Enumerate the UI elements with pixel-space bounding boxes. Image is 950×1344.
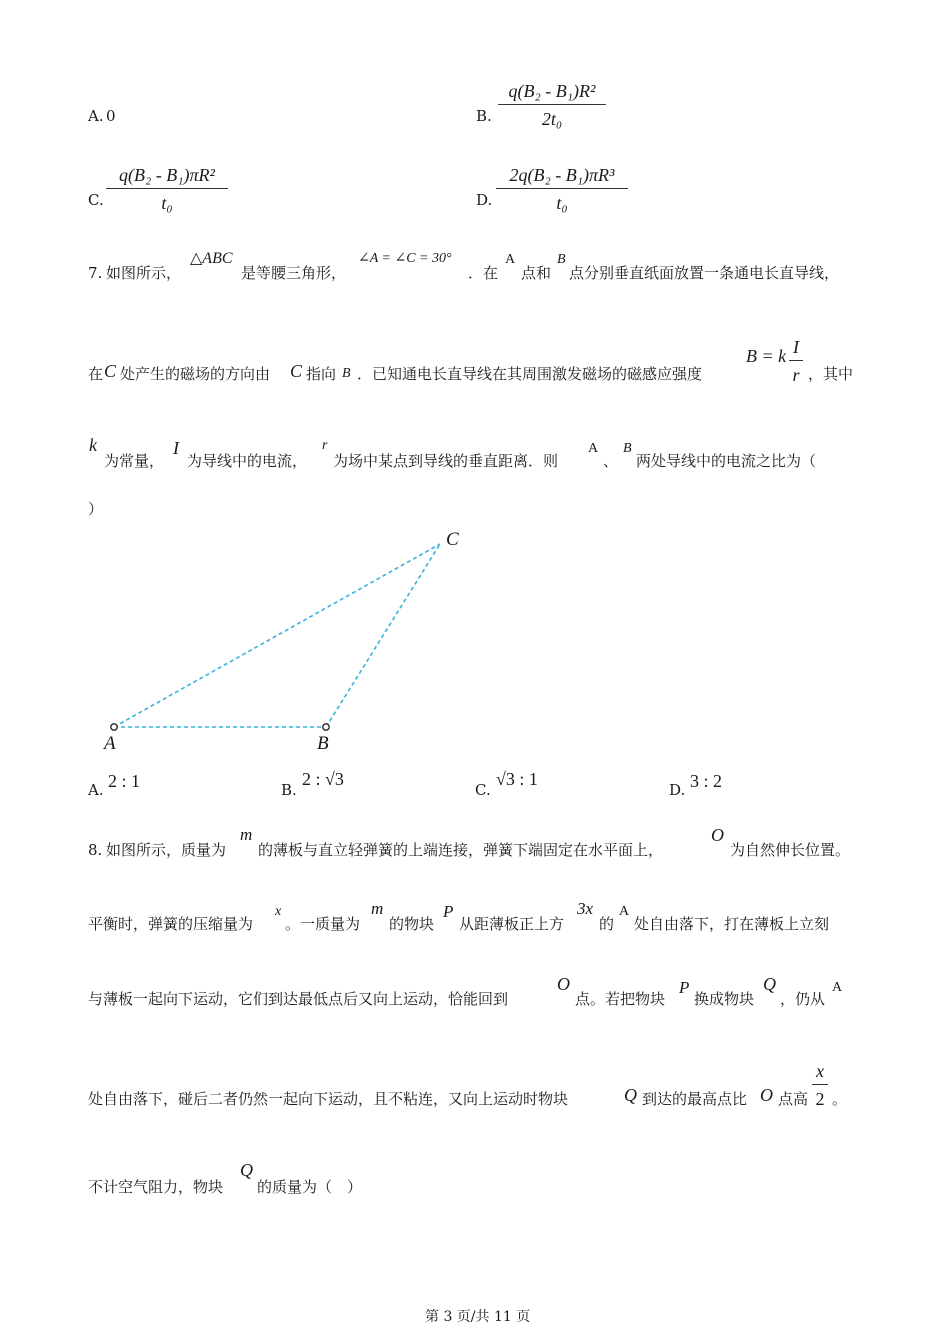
q8-math-o: O xyxy=(760,1085,773,1105)
q7-math-formula: B = k xyxy=(746,346,787,366)
q7-number: 7. xyxy=(88,264,103,282)
q7-option-value: √3 : 1 xyxy=(496,769,538,789)
fraction-bar xyxy=(812,1084,828,1085)
q7-formula-numerator: I xyxy=(793,337,799,357)
q7-math-i: I xyxy=(173,438,179,458)
q6-option-d-numerator: 2q(B₂ - B₁)πR³ xyxy=(509,165,615,185)
q8-text: 的质量为（ ） xyxy=(257,1178,363,1196)
q7-text: 指向 xyxy=(306,365,337,383)
q7-math-b: B xyxy=(557,252,566,267)
q6-option-c-denominator: t₀ xyxy=(161,193,173,213)
q8-math-q: Q xyxy=(763,974,776,994)
q8-math-x: x xyxy=(275,904,282,919)
q7-text: 为常量， xyxy=(104,452,165,470)
q8-math-p: P xyxy=(443,902,454,921)
q8-math-3x: 3x xyxy=(577,899,594,918)
q6-option-b-denominator: 2t₀ xyxy=(541,109,563,129)
q8-text: 平衡时，弹簧的压缩量为 xyxy=(88,915,254,933)
q7-text: 处产生的磁场的方向由 xyxy=(120,365,271,383)
q8-half-x-fraction xyxy=(812,1060,828,1110)
q7-option-value: 3 : 2 xyxy=(690,771,723,791)
q7-text: 为场中某点到导线的垂直距离．则 xyxy=(333,452,559,470)
q8-text: 处自由落下，打在薄板上立刻 xyxy=(634,915,830,933)
q8-text: 与薄板一起向下运动，它们到达最低点后又向上运动，恰能回到 xyxy=(88,990,509,1008)
q7-text: ，其中 xyxy=(808,365,854,383)
q8-math-p: P xyxy=(679,978,690,997)
q8-text: 如图所示，质量为 xyxy=(106,841,227,859)
q8-math-o: O xyxy=(711,825,724,845)
q7-text: 两处导线中的电流之比为（ xyxy=(636,452,817,470)
q7-text: 点和 xyxy=(521,264,552,282)
q7-math-b: B xyxy=(623,441,632,456)
q6-option-b-label: B. xyxy=(476,107,492,125)
q8-text: 处自由落下，碰后二者仍然一起向下运动，且不粘连，又向上运动时物块 xyxy=(88,1090,569,1108)
q8-text: 不计空气阻力，物块 xyxy=(88,1178,224,1196)
q8-text: 换成物块 xyxy=(694,990,755,1008)
page-footer: 第 3 页/共 11 页 xyxy=(425,1309,531,1325)
q7-text: 是等腰三角形， xyxy=(241,264,347,282)
q6-option-d-label: D. xyxy=(476,191,493,209)
q7-option-label: D. xyxy=(669,781,686,799)
q8-math-q: Q xyxy=(624,1085,637,1105)
q7-text: 点分别垂直纸面放置一条通电长直导线， xyxy=(569,264,840,282)
q7-text: ） xyxy=(88,500,104,518)
q6-option-a-value: 0 xyxy=(106,107,116,125)
q7-option-value: 2 : 1 xyxy=(108,771,141,791)
q8-fraction-numerator: x xyxy=(816,1061,824,1081)
q6-option-a-label: A. xyxy=(88,107,104,125)
q8-text: 点。若把物块 xyxy=(575,990,666,1008)
q7-text: 在 xyxy=(88,365,104,383)
q7-math-a: A xyxy=(588,441,599,456)
q8-fraction-denominator: 2 xyxy=(815,1089,825,1109)
q7-math-a: A xyxy=(505,252,516,267)
q7-math-r: r xyxy=(322,438,328,453)
q8-text: 点高 xyxy=(778,1090,809,1108)
q6-option-b-numerator: q(B₂ - B₁)R² xyxy=(508,81,596,101)
q7-text: 如图所示， xyxy=(106,264,182,282)
q8-math-a: A xyxy=(619,904,630,919)
q8-math-o: O xyxy=(557,974,570,994)
triangle-side-bc xyxy=(326,544,440,727)
q8-text: 。一质量为 xyxy=(285,915,361,933)
q7-math-triangle: △ABC xyxy=(190,250,233,267)
q8-text: 到达的最高点比 xyxy=(642,1090,748,1108)
q8-math-q: Q xyxy=(240,1160,253,1180)
q7-math-c: C xyxy=(104,361,117,381)
q7-math-k: k xyxy=(89,435,97,455)
q7-option-label: B. xyxy=(281,781,297,799)
q8-text: 从距薄板正上方 xyxy=(459,915,565,933)
q7-text: ．在 xyxy=(468,264,499,282)
q7-text: 、 xyxy=(603,452,619,470)
q7-formula-denominator: r xyxy=(792,365,800,385)
q6-option-c-numerator: q(B₂ - B₁)πR² xyxy=(119,165,215,185)
triangle-side-ac xyxy=(114,544,440,727)
q8-text: 的薄板与直立轻弹簧的上端连接，弹簧下端固定在水平面上， xyxy=(258,841,664,859)
q8-math-m: m xyxy=(371,899,384,918)
q7-option-label: A. xyxy=(88,781,104,799)
q8-math-a: A xyxy=(832,980,843,995)
figure-label-c: C xyxy=(446,529,459,550)
wire-a-marker xyxy=(111,724,117,730)
q7-math-angles: ∠A = ∠C = 30° xyxy=(358,251,452,266)
q8-text: ，仍从 xyxy=(780,990,826,1008)
q8-text: 为自然伸长位置。 xyxy=(730,841,851,859)
q8-math-m: m xyxy=(240,825,253,844)
q7-option-value: 2 : √3 xyxy=(302,769,344,789)
q7-text: 为导线中的电流， xyxy=(187,452,308,470)
q7-math-b: B xyxy=(342,366,351,381)
q8-number: 8. xyxy=(88,841,103,859)
q7-text: ．已知通电长直导线在其周围激发磁场的磁感应强度 xyxy=(357,365,703,383)
figure-label-b: B xyxy=(317,733,329,754)
q6-option-d-denominator: t₀ xyxy=(556,193,568,213)
q8-text: 的 xyxy=(599,915,615,933)
wire-b-marker xyxy=(323,724,329,730)
q8-text: 。 xyxy=(832,1090,848,1108)
q8-text: 的物块 xyxy=(389,915,435,933)
q7-option-label: C. xyxy=(475,781,491,799)
figure-label-a: A xyxy=(104,733,116,754)
q6-option-c-label: C. xyxy=(88,191,104,209)
q7-math-c: C xyxy=(290,361,303,381)
